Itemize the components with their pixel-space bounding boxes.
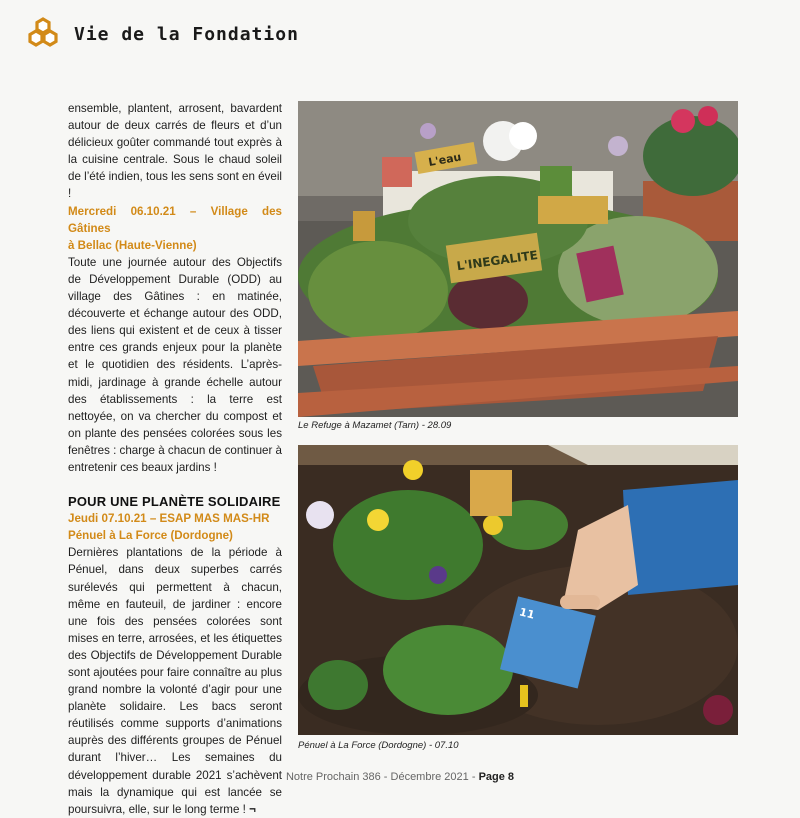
article-column	[68, 100, 282, 818]
paragraph: ensemble, plantent, arrosent, bavardent autour de deux carrés de fleurs et d’un délicieux goûter commandé tout exprès à la cuisine centrale. Sous le chaud soleil de l’été indien, tous les sens sont en éveil !	[68, 102, 282, 201]
page-footer	[0, 771, 800, 783]
event-date-place: Jeudi 07.10.21 – ESAP MAS MAS-HR	[68, 512, 270, 526]
photo-caption: Le Refuge à Mazamet (Tarn) - 28.09	[298, 420, 452, 431]
section-title: Vie de la Fondation	[74, 23, 299, 45]
paragraph-text: Dernières plantations de la période à Pénuel, dans deux superbes carrés surélevés qui permettent à chacun, même en fauteuil, de jardiner : encore une fois des pensées colorées sont mises en terre, arrosées, et les étiquettes des Objectifs de Développement Durable sont ajoutées pour faire connaître au plus grand nombre la volonté d’agir pour une planète solidaire. Les bacs seront réutilisés comme supports d’animations auprès des différents groupes de Pénuel durant l’hiver… Les semaines du développement durable 2021 s’achèvent mais la dynamique qui est lancée se poursuivra, elle, sur le long terme !	[68, 546, 282, 816]
event-location: Pénuel à La Force (Dordogne)	[68, 529, 233, 543]
event-location: à Bellac (Haute-Vienne)	[68, 238, 197, 252]
sign-leau: L'eau	[427, 150, 463, 170]
page-header	[26, 14, 299, 54]
footer-text: Notre Prochain 386 - Décembre 2021 -	[285, 771, 479, 783]
event-heading	[68, 510, 282, 544]
odd-card-number: 11	[517, 605, 536, 622]
page-number: Page 8	[478, 771, 515, 783]
sign-inegalite: L'INEGALITE	[455, 247, 539, 274]
photo-caption: Pénuel à La Force (Dordogne) - 07.10	[298, 740, 459, 751]
event-date-place: Mercredi 06.10.21 – Village des Gâtines	[68, 204, 282, 235]
photo-planting-penuel	[298, 445, 738, 735]
section-heading: POUR UNE PLANÈTE SOLIDAIRE	[68, 494, 281, 510]
event-heading	[68, 203, 282, 254]
honeycomb-logo-icon	[26, 17, 60, 51]
end-mark: ¬	[249, 802, 256, 816]
paragraph: Toute une journée autour des Objectifs de Développement Durable (ODD) au village des Gâtines : en matinée, découverte et échange autour des ODD, des liens qui existent et de ceux à tisser entre ces grands enjeux pour la planète et le quotidien des résidents. L’après-midi, jardinage à grande échelle autour des établissements : la terre est nettoyée, on va chercher du compost et on plante des pensées colorées sous les fenêtres : charge à chacun de continuer à entretenir ces beaux jardins !	[68, 255, 282, 474]
photo-planter-mazamet	[298, 101, 738, 417]
